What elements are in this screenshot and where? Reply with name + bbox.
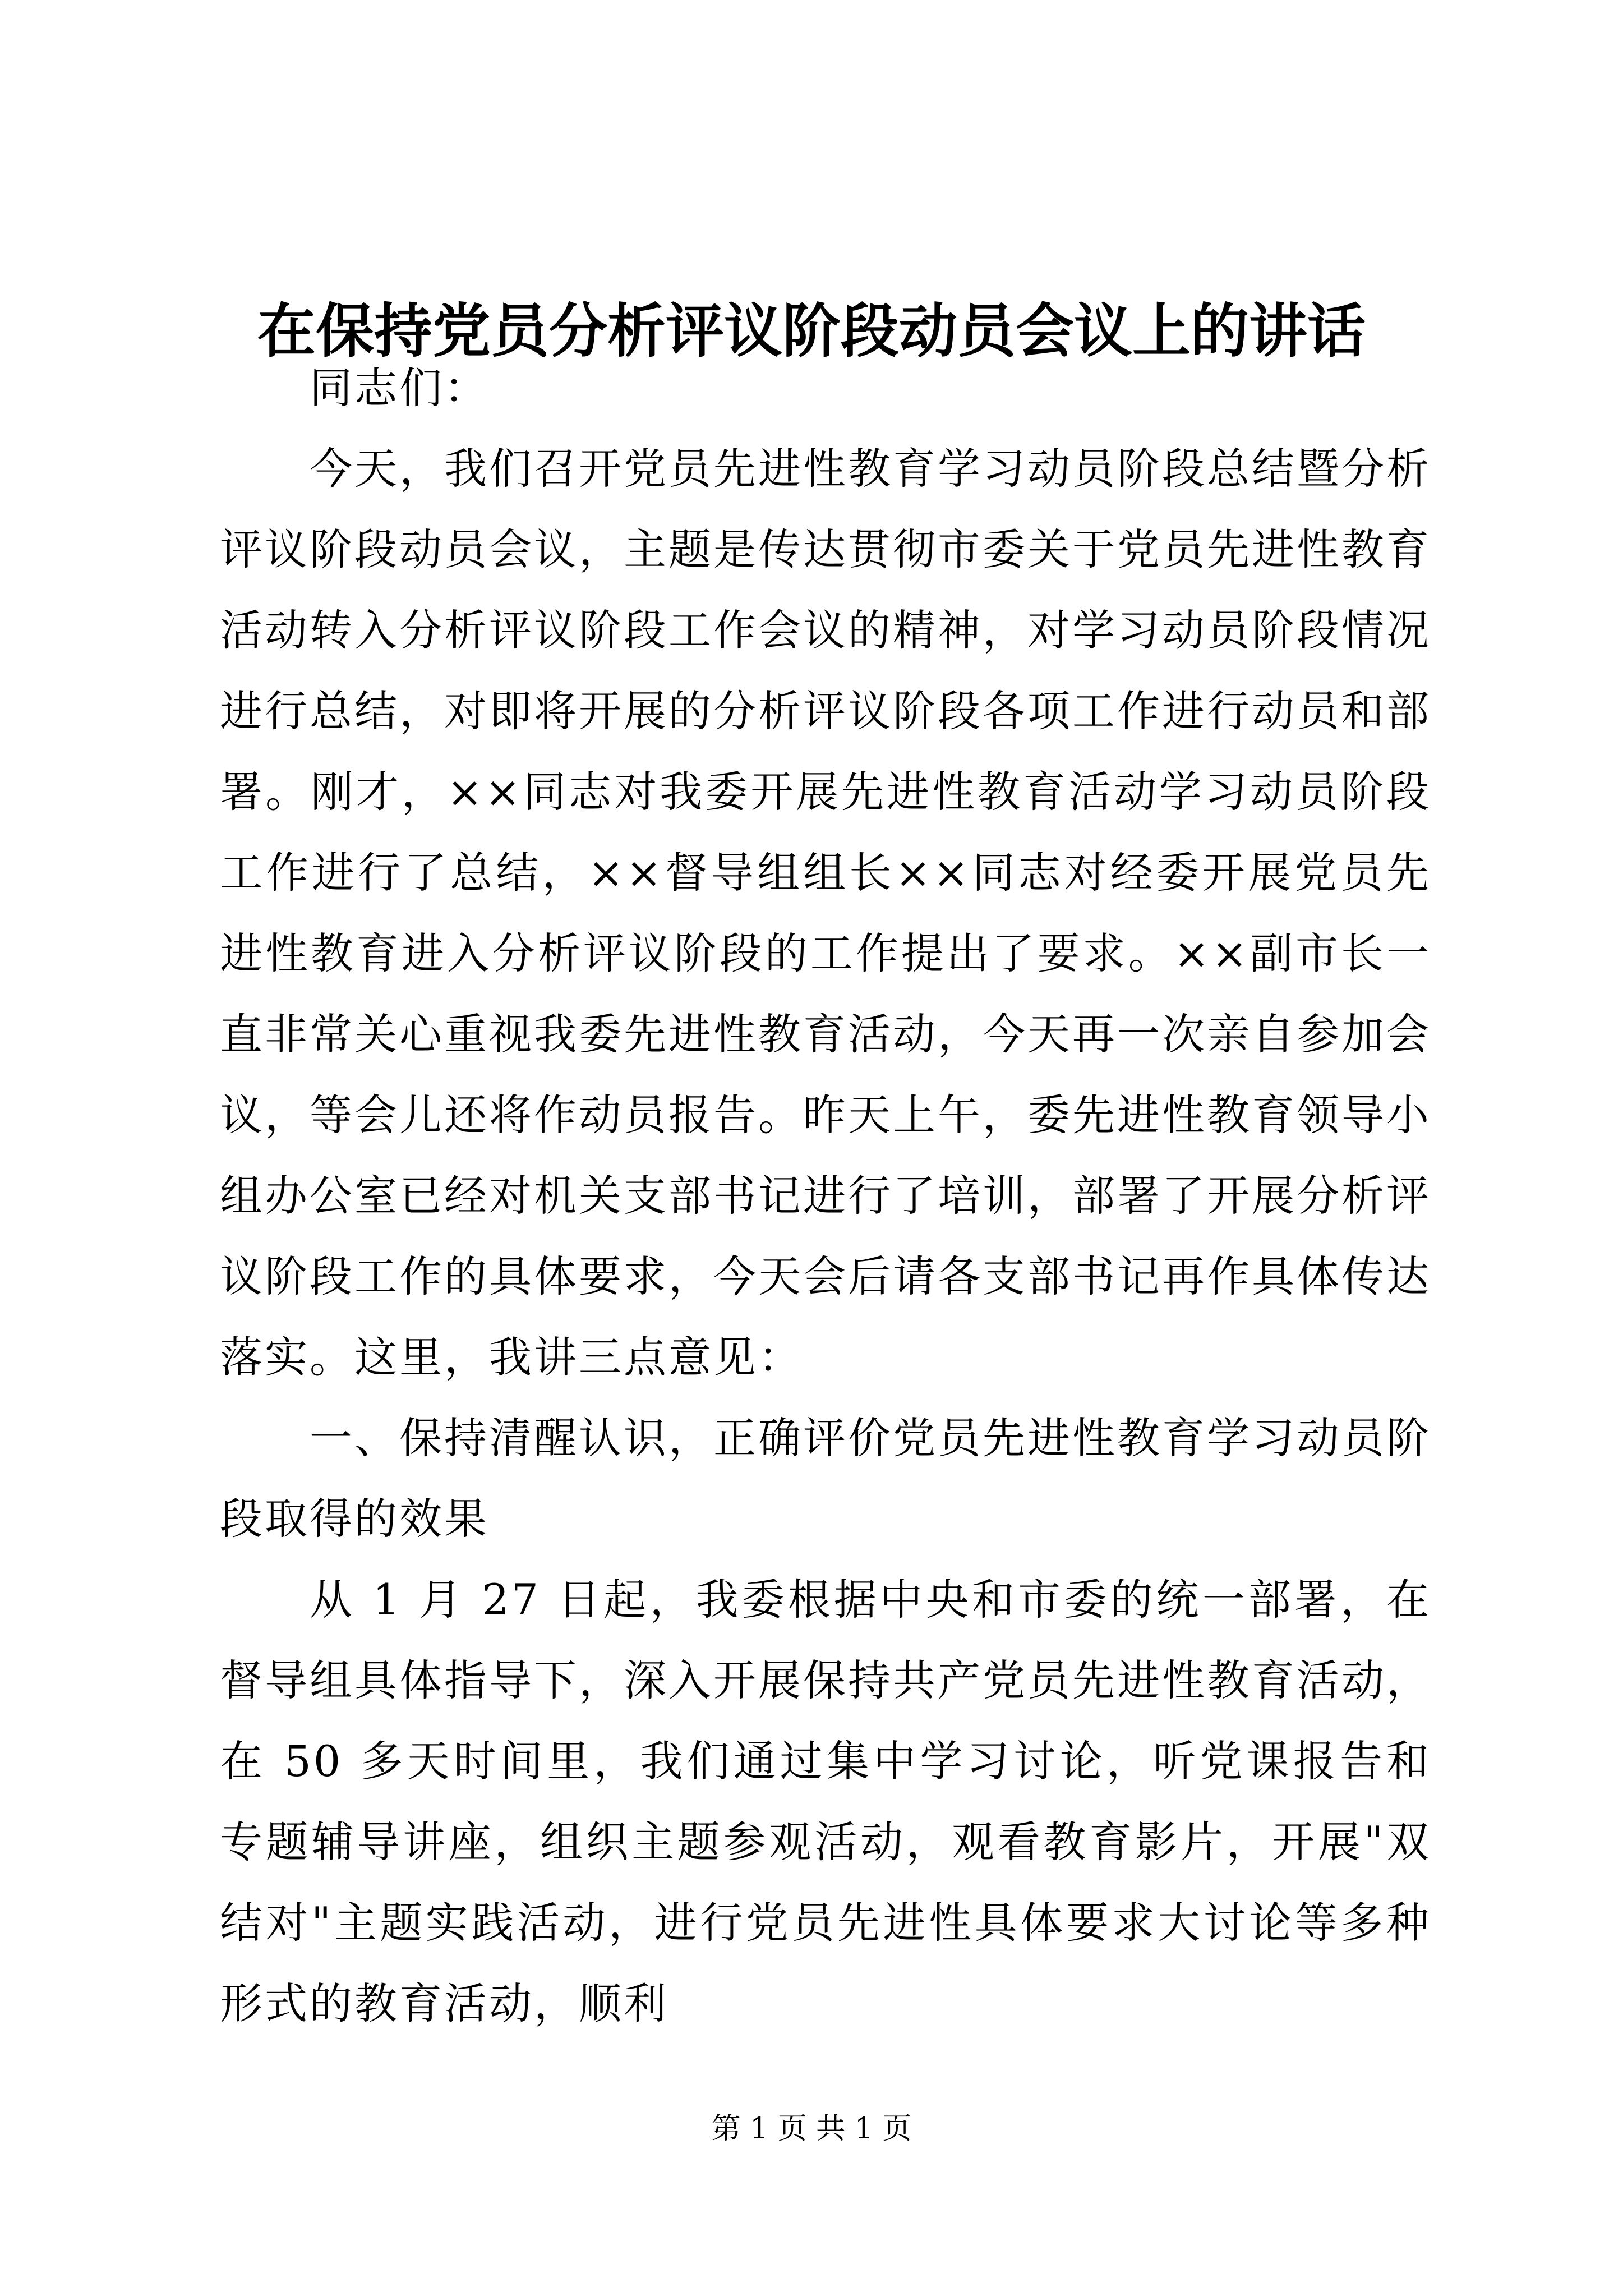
body-paragraph: 从 1 月 27 日起，我委根据中央和市委的统一部署，在督导组具体指导下，深入开展保持共产党员先进性教育活动，在 50 多天时间里，我们通过集中学习讨论，听党课报告和专题辅导讲座，组织主题参观活动，观看教育影片，开展"双结对"主题实践活动，进行党员先进性具体要求大讨论等多种形式的教育活动，顺利 — [220, 1575, 1431, 2028]
salutation-paragraph: 同志们： — [310, 363, 489, 413]
page-footer: 第 1 页 共 1 页 — [711, 2112, 912, 2146]
document-body — [220, 348, 1431, 2044]
document-title: 在保持党员分析评议阶段动员会议上的讲话 — [257, 296, 1366, 365]
body-paragraph: 今天，我们召开党员先进性教育学习动员阶段总结暨分析评议阶段动员会议，主题是传达贯彻市委关于党员先进性教育活动转入分析评议阶段工作会议的精神，对学习动员阶段情况进行总结，对即将开展的分析评议阶段各项工作进行动员和部署。刚才，××同志对我委开展先进性教育活动学习动员阶段工作进行了总结，××督导组组长××同志对经委开展党员先进性教育进入分析评议阶段的工作提出了要求。××副市长一直非常关心重视我委先进性教育活动，今天再一次亲自参加会议，等会儿还将作动员报告。昨天上午，委先进性教育领导小组办公室已经对机关支部书记进行了培训，部署了开展分析评议阶段工作的具体要求，今天会后请各支部书记再作具体传达落实。这里，我讲三点意见： — [220, 444, 1431, 1382]
section-heading-paragraph: 一、保持清醒认识，正确评价党员先进性教育学习动员阶段取得的效果 — [220, 1413, 1431, 1544]
